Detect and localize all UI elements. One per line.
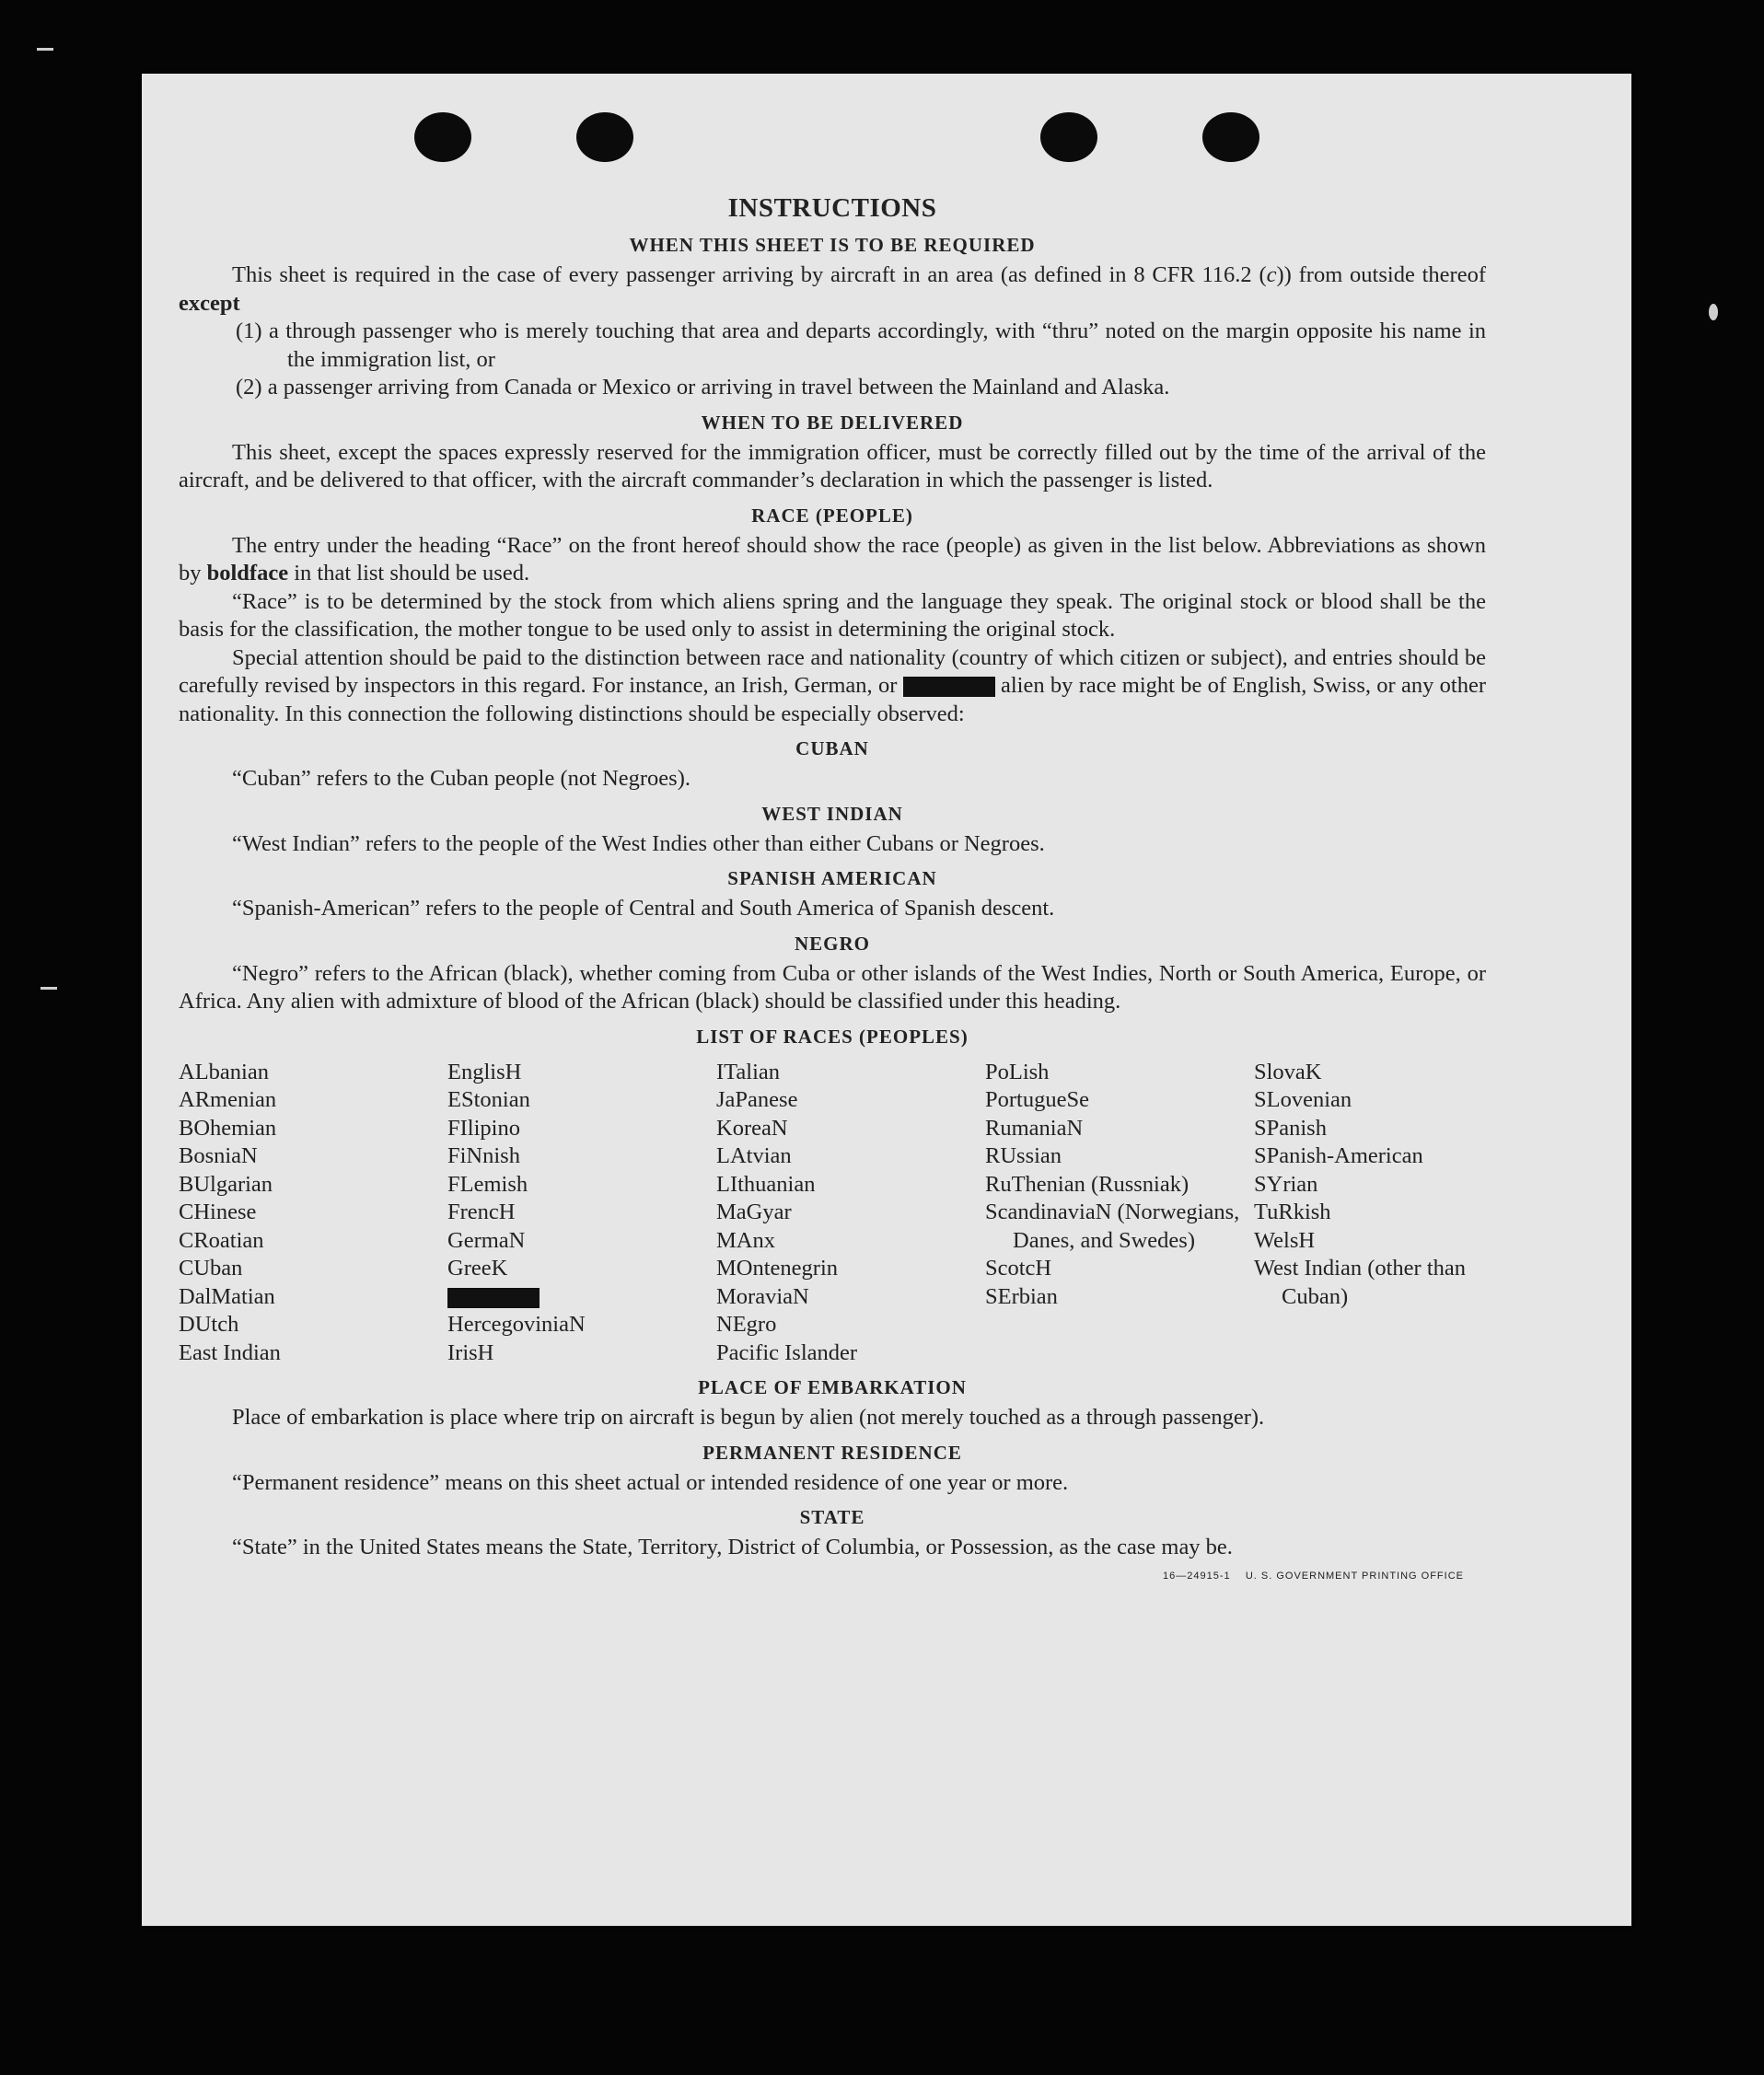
race-entry: LAtvian xyxy=(716,1143,792,1168)
section-heading-state: STATE xyxy=(799,1506,865,1528)
punch-hole xyxy=(414,112,471,162)
spanish-american-text: “Spanish-American” refers to the people of Central and South America of Spanish descent. xyxy=(232,896,1055,921)
race-entry: JaPanese xyxy=(716,1087,798,1112)
form-number: 16—24915-1 xyxy=(1163,1570,1231,1582)
race-entry: BosniaN xyxy=(179,1143,258,1168)
race-entry: BUlgarian xyxy=(179,1171,273,1197)
cuban-text: “Cuban” refers to the Cuban people (not Negroes). xyxy=(232,766,691,791)
race-entry: DalMatian xyxy=(179,1283,275,1309)
race-entry: SPanish-American xyxy=(1254,1143,1423,1168)
race-column-4 xyxy=(985,1059,1254,1368)
instruction-sheet xyxy=(142,74,1631,1926)
punch-hole xyxy=(576,112,633,162)
page-title: INSTRUCTIONS xyxy=(727,193,937,223)
race-entry: GreeK xyxy=(447,1256,508,1281)
section-heading-list: LIST OF RACES (PEOPLES) xyxy=(696,1025,969,1048)
race-entry: SErbian xyxy=(985,1283,1058,1309)
embarkation-text: Place of embarkation is place where trip on aircraft is begun by alien (not merely touched as a through passenger). xyxy=(232,1405,1265,1430)
race-entry: NEgro xyxy=(716,1312,777,1337)
delivered-text: This sheet, except the spaces expressly reserved for the immigration officer, must be correctly filled out by the time of the arrival of the aircraft, and be delivered to that officer, with the aircraft commander’s declaration in which the passenger is listed. xyxy=(179,439,1486,493)
race-entry: West Indian (other than Cuban) xyxy=(1254,1256,1467,1309)
section-heading-spanish-american: SPANISH AMERICAN xyxy=(727,867,937,889)
race-entry: ALbanian xyxy=(179,1059,269,1084)
race-entry: FrencH xyxy=(447,1200,516,1224)
race-entry: DUtch xyxy=(179,1312,239,1337)
section-heading-residence: PERMANENT RESIDENCE xyxy=(702,1441,962,1464)
punch-hole xyxy=(1040,112,1097,162)
race-column-5 xyxy=(1254,1059,1486,1368)
redaction-mark xyxy=(447,1288,540,1308)
race-paragraph-2: “Race” is to be determined by the stock from which aliens spring and the language they speak. The original stock or blood shall be the basis for the classification, the mother tongue to be used only to assist in determining the original stock. xyxy=(179,588,1486,642)
race-entry: KoreaN xyxy=(716,1115,788,1141)
footer xyxy=(179,1562,1486,1591)
race-entry-redacted xyxy=(447,1283,716,1312)
section-heading-embarkation: PLACE OF EMBARKATION xyxy=(698,1376,967,1398)
exception-item-1: (1) a through passenger who is merely touching that area and departs accordingly, with “thru” noted on the margin opposite his name in the immigration list, or xyxy=(236,319,1486,372)
race-entry: FIlipino xyxy=(447,1115,520,1141)
race-column-3 xyxy=(716,1059,985,1368)
film-edge-mark xyxy=(37,48,53,51)
section-heading-negro: NEGRO xyxy=(794,932,870,955)
race-column-1 xyxy=(179,1059,447,1368)
printer-name: U. S. GOVERNMENT PRINTING OFFICE xyxy=(1245,1570,1464,1582)
section-heading-race: RACE (PEOPLE) xyxy=(751,504,913,527)
race-entry: FLemish xyxy=(447,1171,528,1197)
race-entry: MOntenegrin xyxy=(716,1256,838,1281)
race-entry: EStonian xyxy=(447,1087,530,1112)
race-entry: WelsH xyxy=(1254,1227,1316,1253)
race-entry: MoraviaN xyxy=(716,1283,809,1309)
race-entry: GermaN xyxy=(447,1227,526,1253)
residence-text: “Permanent residence” means on this sheet actual or intended residence of one year or more. xyxy=(232,1469,1069,1495)
race-column-2 xyxy=(447,1059,716,1368)
punch-hole xyxy=(1202,112,1259,162)
race-entry: RUssian xyxy=(985,1143,1062,1168)
state-text: “State” in the United States means the State, Territory, District of Columbia, or Possession, as the case may be. xyxy=(232,1535,1233,1559)
race-entry: HercegoviniaN xyxy=(447,1312,586,1337)
race-entry: ARmenian xyxy=(179,1087,277,1112)
race-paragraph-3: Special attention should be paid to the distinction between race and nationality (country of which citizen or subject), and entries should be carefully revised by inspectors in this regard. For instance, an Irish, German, or alien by race might be of English, Swiss, or any other nationality. In this connection the following distinctions should be especially observed: xyxy=(179,644,1486,726)
section-heading-required: WHEN THIS SHEET IS TO BE REQUIRED xyxy=(629,234,1036,256)
race-entry: RumaniaN xyxy=(985,1115,1084,1141)
race-entry: CRoatian xyxy=(179,1227,264,1253)
race-list xyxy=(179,1059,1486,1368)
section-heading-delivered: WHEN TO BE DELIVERED xyxy=(701,411,964,434)
race-entry: TuRkish xyxy=(1254,1200,1331,1224)
race-entry: ScandinaviaN (Norwegians, Danes, and Swedes) xyxy=(985,1200,1240,1253)
race-entry: MaGyar xyxy=(716,1200,792,1224)
race-entry: SYrian xyxy=(1254,1171,1318,1197)
section-heading-west-indian: WEST INDIAN xyxy=(761,802,903,825)
race-entry: Pacific Islander xyxy=(716,1339,858,1365)
race-entry: LIthuanian xyxy=(716,1171,816,1197)
film-edge-mark xyxy=(41,987,57,990)
race-entry: EnglisH xyxy=(447,1059,522,1084)
race-entry: CUban xyxy=(179,1256,243,1281)
race-entry: MAnx xyxy=(716,1227,775,1253)
race-entry: CHinese xyxy=(179,1200,257,1224)
race-entry: SPanish xyxy=(1254,1115,1327,1141)
negro-text: “Negro” refers to the African (black), whether coming from Cuba or other islands of the West Indies, North or South America, Europe, or Africa. Any alien with admixture of blood of the African (black) should be classified under this heading. xyxy=(179,960,1486,1014)
race-entry: BOhemian xyxy=(179,1115,277,1141)
section-heading-cuban: CUBAN xyxy=(795,737,869,759)
race-entry: ScotcH xyxy=(985,1256,1052,1281)
west-indian-text: “West Indian” refers to the people of the West Indies other than either Cubans or Negroes. xyxy=(232,830,1045,856)
required-intro: This sheet is required in the case of every passenger arriving by aircraft in an area (as defined in 8 CFR 116.2 (c)) from outside thereof except xyxy=(179,262,1486,316)
race-entry: FiNnish xyxy=(447,1143,520,1168)
film-edge-mark xyxy=(1709,304,1718,320)
document-body xyxy=(179,191,1486,1590)
race-entry: PoLish xyxy=(985,1059,1050,1084)
exception-item-2: (2) a passenger arriving from Canada or Mexico or arriving in travel between the Mainland and Alaska. xyxy=(236,375,1170,400)
race-paragraph-1: The entry under the heading “Race” on the front hereof should show the race (people) as given in the list below. Abbreviations as shown by boldface in that list should be used. xyxy=(179,532,1486,585)
race-entry: SlovaK xyxy=(1254,1059,1322,1084)
race-entry: East Indian xyxy=(179,1339,281,1365)
redaction-mark xyxy=(903,677,995,697)
race-entry: RuThenian (Russniak) xyxy=(985,1171,1190,1197)
race-entry: IrisH xyxy=(447,1339,494,1365)
race-entry: SLovenian xyxy=(1254,1087,1352,1112)
race-entry: PortugueSe xyxy=(985,1087,1089,1112)
race-entry: ITalian xyxy=(716,1059,781,1084)
printer-imprint xyxy=(1163,1562,1464,1591)
